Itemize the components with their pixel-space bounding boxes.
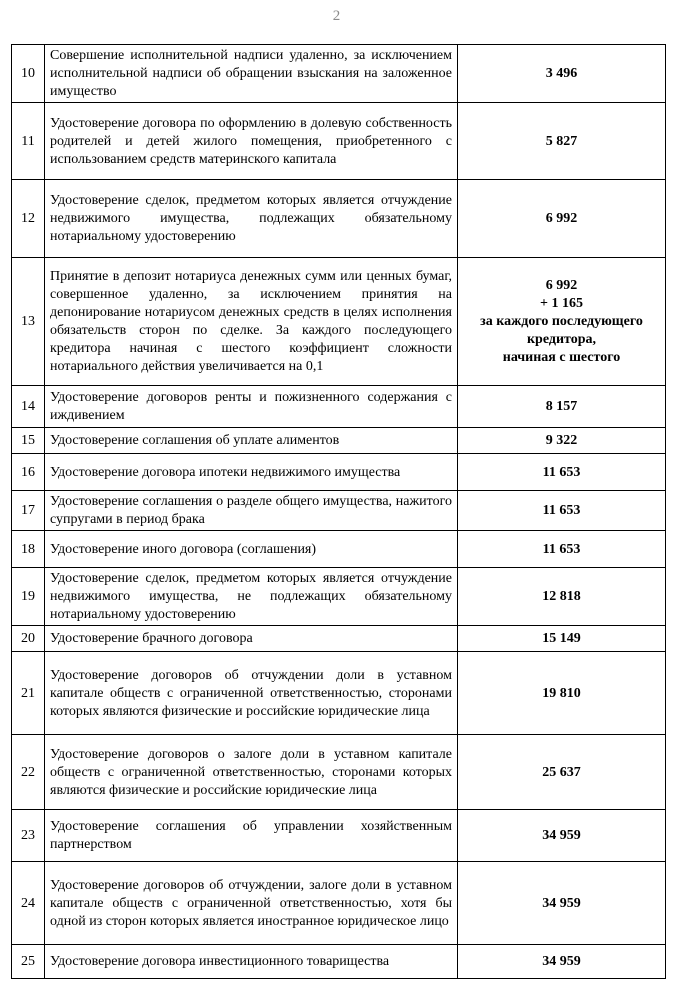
fee-line: 15 149 [542, 631, 581, 646]
fee-line: 25 637 [542, 764, 581, 780]
table-row [12, 945, 666, 979]
table-row [12, 531, 666, 568]
fee-amount [458, 386, 666, 428]
notarial-action-description: Удостоверение соглашения об управлении хозяйственным партнерством [45, 810, 458, 862]
notarial-action-description: Принятие в депозит нотариуса денежных сумм или ценных бумаг, совершенное удаленно, за исключением принятия на депонирование нотариусом денежных средств в целях исполнения обязательств сторон по сделке. За каждого последующего кредитора начиная с шестого коэффициент сложности нотариального действия увеличивается на 0,1 [45, 258, 458, 386]
table-row [12, 862, 666, 945]
fee-line: 19 810 [542, 685, 581, 701]
fee-amount [458, 652, 666, 735]
row-number: 13 [12, 258, 45, 386]
fee-line: 11 653 [542, 541, 581, 557]
notarial-action-description: Удостоверение иного договора (соглашения) [45, 531, 458, 568]
fee-line: 34 959 [542, 895, 581, 911]
notarial-action-description: Удостоверение договора по оформлению в долевую собственность родителей и детей жилого помещения, приобретенного с использованием средств материнского капитала [45, 103, 458, 180]
row-number: 17 [12, 491, 45, 531]
row-number: 23 [12, 810, 45, 862]
fee-line: 6 992 [545, 211, 578, 226]
notarial-action-description: Удостоверение договоров ренты и пожизненного содержания с иждивением [45, 386, 458, 428]
notarial-action-description: Удостоверение сделок, предметом которых является отчуждение недвижимого имущества, подлежащих обязательному нотариальному удостоверению [45, 180, 458, 258]
fee-line: 34 959 [542, 954, 581, 969]
fee-amount [458, 626, 666, 652]
fee-line: кредитора, [526, 332, 596, 347]
table-row [12, 180, 666, 258]
table-row [12, 428, 666, 454]
fee-amount [458, 810, 666, 862]
fee-table [11, 44, 666, 979]
fee-line: 11 653 [542, 464, 581, 480]
notarial-action-description: Удостоверение брачного договора [45, 626, 458, 652]
fee-line: 5 827 [545, 133, 578, 149]
fee-line: начиная с шестого [502, 350, 621, 365]
table-row [12, 454, 666, 491]
fee-table-body [12, 45, 666, 979]
table-row [12, 258, 666, 386]
row-number: 22 [12, 735, 45, 810]
row-number: 10 [12, 45, 45, 103]
fee-amount [458, 531, 666, 568]
fee-amount [458, 428, 666, 454]
table-row [12, 626, 666, 652]
row-number: 24 [12, 862, 45, 945]
row-number: 14 [12, 386, 45, 428]
notarial-action-description: Удостоверение договора ипотеки недвижимого имущества [45, 454, 458, 491]
notarial-action-description: Удостоверение договоров об отчуждении, залоге доли в уставном капитале обществ с ограниченной ответственностью, хотя бы одной из сторон которых является иностранное юридическое лицо [45, 862, 458, 945]
row-number: 12 [12, 180, 45, 258]
fee-line: 9 322 [545, 433, 578, 448]
fee-amount [458, 735, 666, 810]
notarial-action-description: Совершение исполнительной надписи удаленно, за исключением исполнительной надписи об обращении взыскания на заложенное имущество [45, 45, 458, 103]
fee-line: за каждого последующего [480, 314, 643, 329]
fee-amount [458, 103, 666, 180]
fee-line: 3 496 [545, 66, 578, 81]
notarial-action-description: Удостоверение сделок, предметом которых является отчуждение недвижимого имущества, не подлежащих обязательному нотариальному удостоверению [45, 568, 458, 626]
fee-amount [458, 258, 666, 386]
row-number: 19 [12, 568, 45, 626]
fee-amount [458, 180, 666, 258]
row-number: 18 [12, 531, 45, 568]
table-row [12, 568, 666, 626]
row-number: 21 [12, 652, 45, 735]
fee-line: 8 157 [545, 399, 578, 414]
row-number: 15 [12, 428, 45, 454]
fee-amount [458, 45, 666, 103]
row-number: 25 [12, 945, 45, 979]
fee-amount [458, 454, 666, 491]
table-row [12, 386, 666, 428]
fee-line: 12 818 [542, 589, 581, 604]
row-number: 11 [12, 103, 45, 180]
notarial-action-description: Удостоверение соглашения об уплате алиментов [45, 428, 458, 454]
fee-line: 34 959 [542, 828, 581, 843]
fee-line: 6 992 [545, 278, 578, 293]
notarial-action-description: Удостоверение договоров об отчуждении доли в уставном капитале обществ с ограниченной ответственностью, сторонами которых являются физические и российские юридические лица [45, 652, 458, 735]
fee-amount [458, 862, 666, 945]
fee-amount [458, 491, 666, 531]
notarial-action-description: Удостоверение договоров о залоге доли в уставном капитале обществ с ограниченной ответственностью, сторонами которых являются физические и российские юридические лица [45, 735, 458, 810]
page-number: 2 [332, 8, 341, 24]
fee-amount [458, 568, 666, 626]
row-number: 20 [12, 626, 45, 652]
fee-amount [458, 945, 666, 979]
table-row [12, 45, 666, 103]
notarial-action-description: Удостоверение соглашения о разделе общего имущества, нажитого супругами в период брака [45, 491, 458, 531]
table-row [12, 491, 666, 531]
row-number: 16 [12, 454, 45, 491]
table-row [12, 810, 666, 862]
fee-line: + 1 165 [540, 296, 583, 311]
table-row [12, 103, 666, 180]
table-row [12, 735, 666, 810]
fee-line: 11 653 [542, 503, 581, 518]
table-row [12, 652, 666, 735]
notarial-action-description: Удостоверение договора инвестиционного товарищества [45, 945, 458, 979]
